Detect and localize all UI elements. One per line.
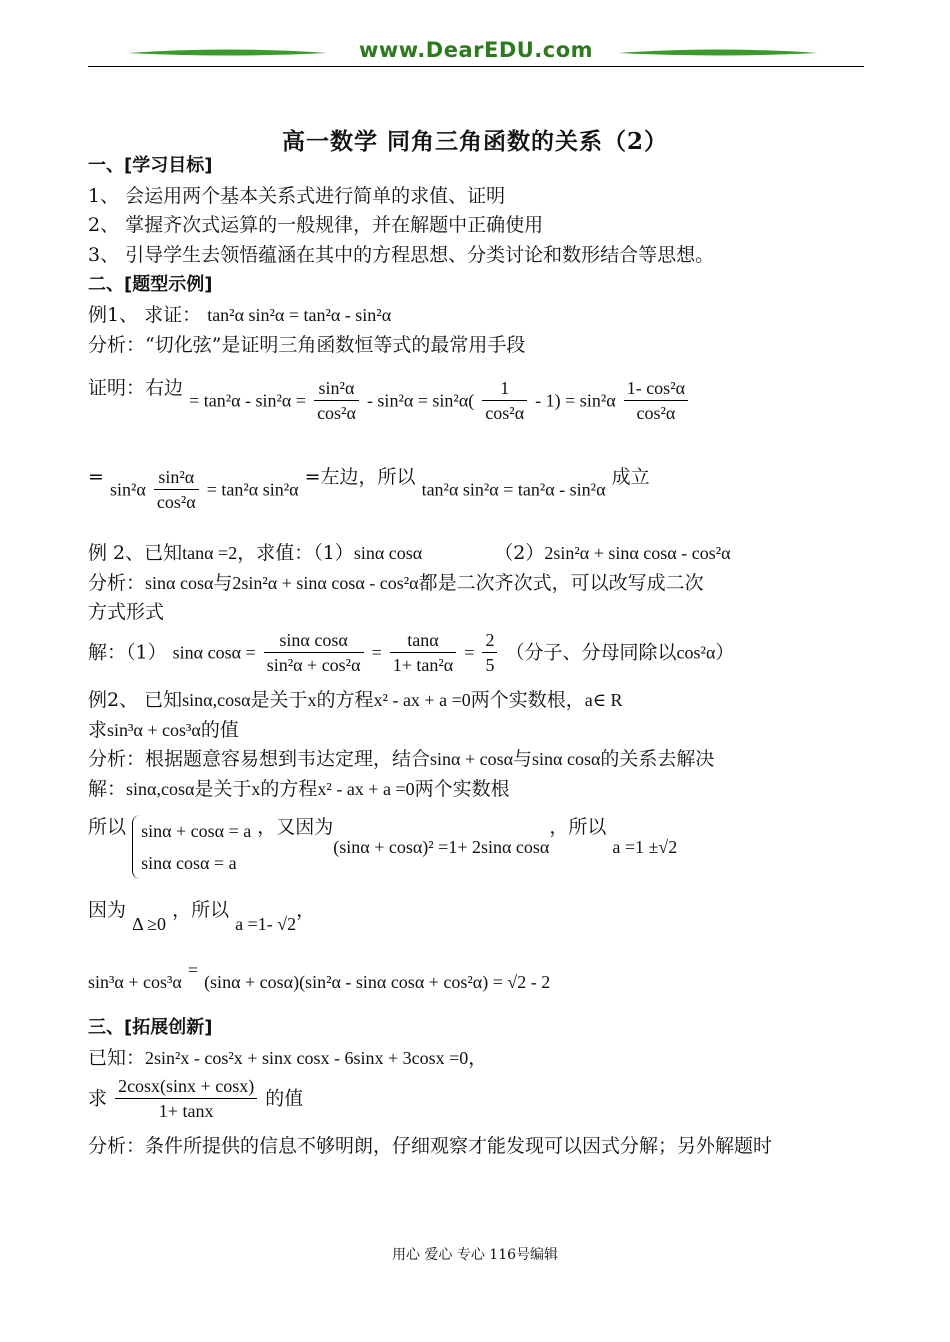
fraction-numerator: sinα cosα	[264, 628, 364, 653]
fraction-numerator: 1- cos²α	[624, 376, 688, 401]
section-heading-goals: 一、[学习目标]	[88, 155, 213, 176]
fraction-denominator: 5	[485, 655, 495, 675]
analysis-expr-2: sinα cosα	[532, 749, 601, 769]
site-header	[88, 36, 864, 70]
given-label: 已知：	[88, 1047, 146, 1069]
comma: ，	[296, 899, 316, 921]
fraction-denominator: cos²α	[317, 403, 356, 423]
proof-label: 证明：右边	[88, 377, 184, 399]
ask-label: 求	[88, 1087, 108, 1110]
final-rhs: (sinα + cosα)(sin²α - sinα cosα + cos²α) = √2 - 2	[204, 972, 551, 992]
fraction-extension	[115, 1074, 257, 1123]
solution-label: 解：（1）	[88, 641, 167, 664]
extension-analysis: 分析：条件所提供的信息不够明朗，仔细观察才能发现可以因式分解；另外解题时	[88, 1135, 773, 1157]
example-2-statement	[88, 541, 731, 565]
analysis-and: 与	[213, 572, 233, 594]
page-footer: 用心 爱心 专心 116号编辑	[391, 1247, 559, 1263]
and-because-label: ，又因为	[257, 816, 334, 838]
ask-end: 的值	[200, 719, 239, 741]
goal-item-3: 3、 引导学生去领悟蕴涵在其中的方程思想、分类讨论和数形结合等思想。	[88, 244, 715, 266]
solution-note-end: ）	[715, 641, 735, 664]
proof-step-b: - sin²α = sin²α(	[366, 390, 475, 411]
analysis-expr-1: sinα + cosα	[430, 749, 514, 769]
analysis-expr-1: sinα cosα	[145, 573, 214, 593]
example-1-label: 例1、 求证：	[88, 304, 202, 326]
goal-item-2: 2、 掌握齐次式运算的一般规律，并在解题中正确使用	[88, 214, 544, 236]
fraction-tan-over-1ptan2	[390, 628, 456, 677]
solution-label: 解：	[88, 778, 127, 800]
fraction-numerator: 1	[482, 376, 527, 401]
example-3-roots: sinα,cosα	[182, 690, 251, 710]
delta-condition: Δ ≥0	[132, 914, 167, 934]
example-2-given: tanα =2	[182, 543, 238, 563]
example-3-eq-label: 的方程	[316, 689, 374, 711]
fraction-sin2-over-cos2	[154, 465, 199, 514]
site-logo-text: www.DearEDU.com	[358, 38, 594, 62]
example-2-analysis-cont: 方式形式	[88, 601, 165, 623]
so-label: 所以	[88, 816, 127, 838]
final-equals: =	[187, 960, 199, 980]
fraction-numerator: 2	[482, 628, 497, 653]
analysis-expr-2: 2sin²α + sinα cosα - cos²α	[232, 573, 419, 593]
proof-conclusion: =左边，所以	[304, 466, 416, 488]
example-3-delta	[88, 898, 316, 934]
example-1-proof-line-2	[88, 465, 650, 514]
example-2-q2-label: （2）	[494, 542, 545, 564]
system-equation-1: sinα + cosα = a	[141, 821, 252, 841]
example-3-analysis	[88, 747, 714, 771]
example-1-analysis: 分析：“切化弦”是证明三角函数恒等式的最常用手段	[88, 334, 526, 356]
fraction-denominator: 1+ tan²α	[392, 655, 454, 675]
header-rule	[88, 66, 864, 67]
proof-sin2: sin²α	[109, 479, 146, 500]
solution-is: 是关于	[194, 778, 252, 800]
example-3-x: x	[307, 690, 317, 710]
example-3-solution	[88, 777, 510, 801]
section-heading-examples: 二、[题型示例]	[88, 274, 213, 295]
given-end: ，	[468, 1047, 488, 1069]
example-3-final	[88, 960, 551, 994]
identity-expr: (sinα + cosα)² =1+ 2sinα cosα	[333, 837, 550, 857]
solution-note: （分子、分母同除以	[505, 641, 677, 664]
proof-equals: =	[88, 466, 104, 488]
example-3-equation: x² - ax + a =0	[373, 690, 471, 710]
example-2-ask: ，求值：（1）	[237, 542, 354, 564]
fraction-numerator: sin²α	[154, 465, 199, 490]
a-final: a =1- √2	[235, 914, 297, 934]
ask-expr: sin³α + cos³α	[107, 720, 201, 740]
fraction-denominator: cos²α	[156, 492, 196, 512]
example-2-q1: sinα cosα	[353, 543, 423, 563]
solution-lhs: sinα cosα =	[172, 642, 256, 663]
solution-two-roots: 两个实数根	[414, 778, 510, 800]
fraction-1mcos2-over-cos2	[624, 376, 688, 425]
page-title: 高一数学 同角三角函数的关系（2）	[281, 128, 668, 155]
example-3-two-roots: 两个实数根，	[470, 689, 585, 711]
analysis-text: 都是二次齐次式，可以改写成二次	[418, 572, 704, 594]
example-3-is: 是关于	[250, 689, 308, 711]
section-heading-extension: 三、[拓展创新]	[88, 1017, 213, 1038]
goal-item-1: 1、 会运用两个基本关系式进行简单的求值、证明	[88, 185, 506, 207]
proof-step-c: - 1) = sin²α	[535, 390, 616, 411]
equals-sign: =	[371, 642, 382, 663]
fraction-denominator: cos²α	[636, 403, 676, 423]
fraction-numerator: 2cosx(sinx + cosx)	[115, 1074, 257, 1099]
fraction-numerator: tanα	[390, 628, 456, 653]
example-1-formula: tan²α sin²α = tan²α - sin²α	[207, 305, 392, 325]
fraction-one-over-cos2	[482, 376, 527, 425]
solution-x: x	[251, 779, 261, 799]
analysis-text-a: 分析：根据题意容易想到韦达定理，结合	[88, 748, 431, 770]
example-2-analysis	[88, 571, 704, 595]
example-3-system	[88, 815, 677, 879]
fraction-sincos-over-sum	[264, 628, 364, 677]
solution-equation: x² - ax + a =0	[317, 779, 415, 799]
solution-note-expr: cos²α	[676, 642, 716, 663]
example-2-q2: 2sin²α + sinα cosα - cos²α	[544, 543, 731, 563]
equals-sign: =	[464, 642, 475, 663]
solution-roots: sinα,cosα	[126, 779, 195, 799]
analysis-label: 分析：	[88, 572, 146, 594]
proof-step-d: = tan²α sin²α	[206, 479, 299, 500]
solution-eq-label: 的方程	[260, 778, 318, 800]
analysis-text-e: 的关系去解决	[600, 748, 715, 770]
system-equation-2: sinα cosα = a	[141, 853, 237, 873]
ask-end: 的值	[265, 1087, 304, 1110]
example-2-label: 例 2、已知	[88, 542, 183, 564]
proof-identity: tan²α sin²α = tan²α - sin²α	[421, 479, 606, 500]
example-3-label: 例2、 已知	[88, 689, 183, 711]
example-1-statement	[88, 303, 391, 327]
so-label-3: ，所以	[172, 899, 230, 921]
proof-step-a: = tan²α - sin²α =	[189, 390, 307, 411]
example-3-condition: a∈ R	[584, 690, 623, 710]
final-lhs: sin³α + cos³α	[88, 972, 182, 992]
fraction-sin2-over-cos2	[314, 376, 359, 425]
fraction-numerator: sin²α	[314, 376, 359, 401]
given-equation: 2sin²x - cos²x + sinx cosx - 6sinx + 3cosx =0	[145, 1048, 469, 1068]
ask-label: 求	[88, 719, 108, 741]
fraction-denominator: cos²α	[485, 403, 525, 423]
a-value: a =1 ±√2	[612, 837, 678, 857]
analysis-and: 与	[513, 748, 533, 770]
extension-given	[88, 1046, 487, 1070]
fraction-denominator: sin²α + cos²α	[266, 655, 361, 675]
proof-holds: 成立	[611, 466, 650, 488]
example-2-solution	[88, 628, 734, 677]
fraction-2-over-5	[482, 628, 497, 677]
so-label-2: ，所以	[549, 816, 607, 838]
extension-ask	[88, 1074, 303, 1123]
example-3-statement	[88, 688, 623, 712]
fraction-denominator: 1+ tanx	[158, 1101, 214, 1121]
example-3-ask	[88, 718, 239, 742]
equation-system	[132, 815, 251, 879]
because-label: 因为	[88, 899, 127, 921]
example-1-proof-line-1	[88, 376, 690, 425]
